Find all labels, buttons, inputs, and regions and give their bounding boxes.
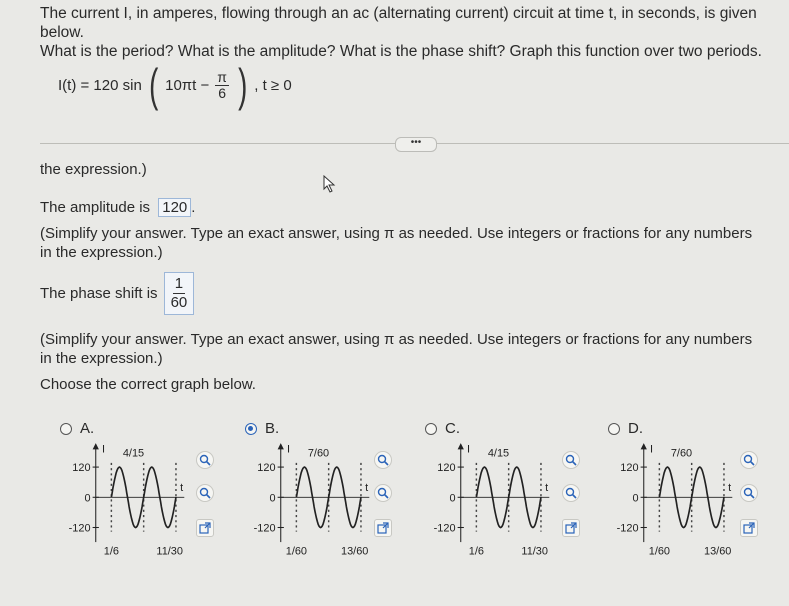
- y-tick-zero: 0: [269, 492, 276, 505]
- x-axis-label: t: [728, 482, 732, 495]
- y-axis-label: I: [650, 443, 654, 456]
- x-tick-right: 11/30: [521, 545, 548, 558]
- instructions-amplitude: (Simplify your answer. Type an exact answer, using π as needed. Use integers or fractions for any numbers in the expression.): [40, 225, 753, 261]
- expand-more-button[interactable]: •••: [395, 137, 437, 152]
- y-axis-arrow-icon: [93, 443, 99, 449]
- graph-option-a: [52, 440, 202, 565]
- formula-tail: , t ≥ 0: [254, 76, 292, 94]
- radio-option-b[interactable]: [245, 423, 257, 435]
- amplitude-suffix: .: [191, 199, 196, 216]
- choose-graph-prompt: Choose the correct graph below.: [40, 376, 256, 393]
- instructions-phase-shift: (Simplify your answer. Type an exact answer, using π as needed. Use integers or fractions for any numbers in the expression.): [40, 331, 753, 367]
- zoom-out-icon: [377, 487, 389, 499]
- y-axis-label: I: [287, 443, 291, 456]
- open-graph-button[interactable]: [740, 519, 758, 537]
- y-tick-min: -120: [616, 522, 639, 535]
- top-x-label: 7/60: [307, 447, 330, 460]
- y-axis-label: I: [102, 443, 106, 456]
- y-axis-arrow-icon: [278, 443, 284, 449]
- top-x-label: 7/60: [670, 447, 693, 460]
- y-tick-max: 120: [257, 462, 276, 475]
- x-tick-left: 1/60: [285, 545, 308, 558]
- x-tick-left: 1/6: [103, 545, 119, 558]
- left-paren: (: [148, 59, 159, 111]
- open-external-icon: [377, 522, 389, 534]
- x-axis-label: t: [545, 482, 549, 495]
- amplitude-label: The amplitude is: [40, 199, 151, 216]
- phase-shift-numerator: 1: [174, 275, 184, 292]
- option-a[interactable]: [60, 420, 94, 437]
- zoom-in-button[interactable]: [740, 451, 758, 469]
- y-axis-arrow-icon: [641, 443, 647, 449]
- zoom-in-icon: [743, 454, 755, 466]
- radio-option-c[interactable]: [425, 423, 437, 435]
- phase-shift-denominator: 60: [170, 294, 188, 311]
- zoom-in-button[interactable]: [562, 451, 580, 469]
- option-d[interactable]: [608, 420, 643, 437]
- zoom-out-icon: [199, 487, 211, 499]
- x-tick-right: 13/60: [341, 545, 369, 558]
- question-text: [40, 4, 785, 61]
- open-external-icon: [743, 522, 755, 534]
- phase-shift-row: [40, 272, 194, 315]
- previous-instructions-tail: the expression.): [40, 161, 147, 178]
- x-tick-left: 1/60: [648, 545, 671, 558]
- right-paren: ): [238, 59, 248, 111]
- mouse-cursor-icon: [323, 175, 337, 193]
- y-tick-min: -120: [253, 522, 276, 535]
- x-tick-right: 11/30: [156, 545, 183, 558]
- phase-shift-answer[interactable]: [164, 272, 195, 315]
- formula-lhs: I(t) = 120 sin: [58, 76, 142, 94]
- fraction-numerator: π: [217, 68, 227, 85]
- open-external-icon: [199, 522, 211, 534]
- top-x-label: 4/15: [122, 447, 145, 460]
- y-tick-zero: 0: [632, 492, 639, 505]
- option-b[interactable]: [245, 420, 279, 437]
- formula-fraction: [215, 70, 229, 101]
- option-letter: D.: [628, 420, 643, 437]
- zoom-in-icon: [565, 454, 577, 466]
- y-tick-zero: 0: [449, 492, 456, 505]
- open-graph-button[interactable]: [374, 519, 392, 537]
- zoom-out-button[interactable]: [196, 484, 214, 502]
- y-axis-arrow-icon: [458, 443, 464, 449]
- zoom-in-button[interactable]: [374, 451, 392, 469]
- zoom-in-button[interactable]: [196, 451, 214, 469]
- open-graph-button[interactable]: [562, 519, 580, 537]
- y-axis-label: I: [467, 443, 471, 456]
- zoom-out-icon: [743, 487, 755, 499]
- radio-option-d[interactable]: [608, 423, 620, 435]
- open-graph-button[interactable]: [196, 519, 214, 537]
- zoom-in-icon: [199, 454, 211, 466]
- x-axis-label: t: [180, 482, 184, 495]
- zoom-out-button[interactable]: [562, 484, 580, 502]
- graph-option-d: [600, 440, 750, 565]
- formula-inner: 10πt −: [165, 76, 210, 94]
- open-external-icon: [565, 522, 577, 534]
- y-tick-max: 120: [437, 462, 456, 475]
- option-letter: C.: [445, 420, 460, 437]
- zoom-out-button[interactable]: [740, 484, 758, 502]
- zoom-in-icon: [377, 454, 389, 466]
- y-tick-zero: 0: [84, 492, 91, 505]
- formula: [58, 59, 292, 111]
- graph-option-b: [237, 440, 387, 565]
- y-tick-min: -120: [433, 522, 456, 535]
- amplitude-row: [40, 198, 195, 217]
- graph-option-c: [417, 440, 567, 565]
- fraction-denominator: 6: [218, 84, 226, 101]
- y-tick-max: 120: [72, 462, 91, 475]
- x-axis-label: t: [365, 482, 369, 495]
- question-line-2: What is the period? What is the amplitude? What is the phase shift? Graph this function over two periods.: [40, 43, 762, 60]
- option-letter: A.: [80, 420, 95, 437]
- question-line-1: The current I, in amperes, flowing through an ac (alternating current) circuit at time t, in seconds, is given below.: [40, 5, 757, 41]
- top-x-label: 4/15: [487, 447, 510, 460]
- x-tick-right: 13/60: [704, 545, 732, 558]
- y-tick-max: 120: [620, 462, 639, 475]
- phase-shift-label: The phase shift is: [40, 285, 158, 302]
- zoom-out-button[interactable]: [374, 484, 392, 502]
- x-tick-left: 1/6: [468, 545, 484, 558]
- y-tick-min: -120: [68, 522, 91, 535]
- zoom-out-icon: [565, 487, 577, 499]
- amplitude-answer[interactable]: 120: [158, 198, 191, 217]
- radio-option-a[interactable]: [60, 423, 72, 435]
- option-letter: B.: [265, 420, 280, 437]
- option-c[interactable]: [425, 420, 460, 437]
